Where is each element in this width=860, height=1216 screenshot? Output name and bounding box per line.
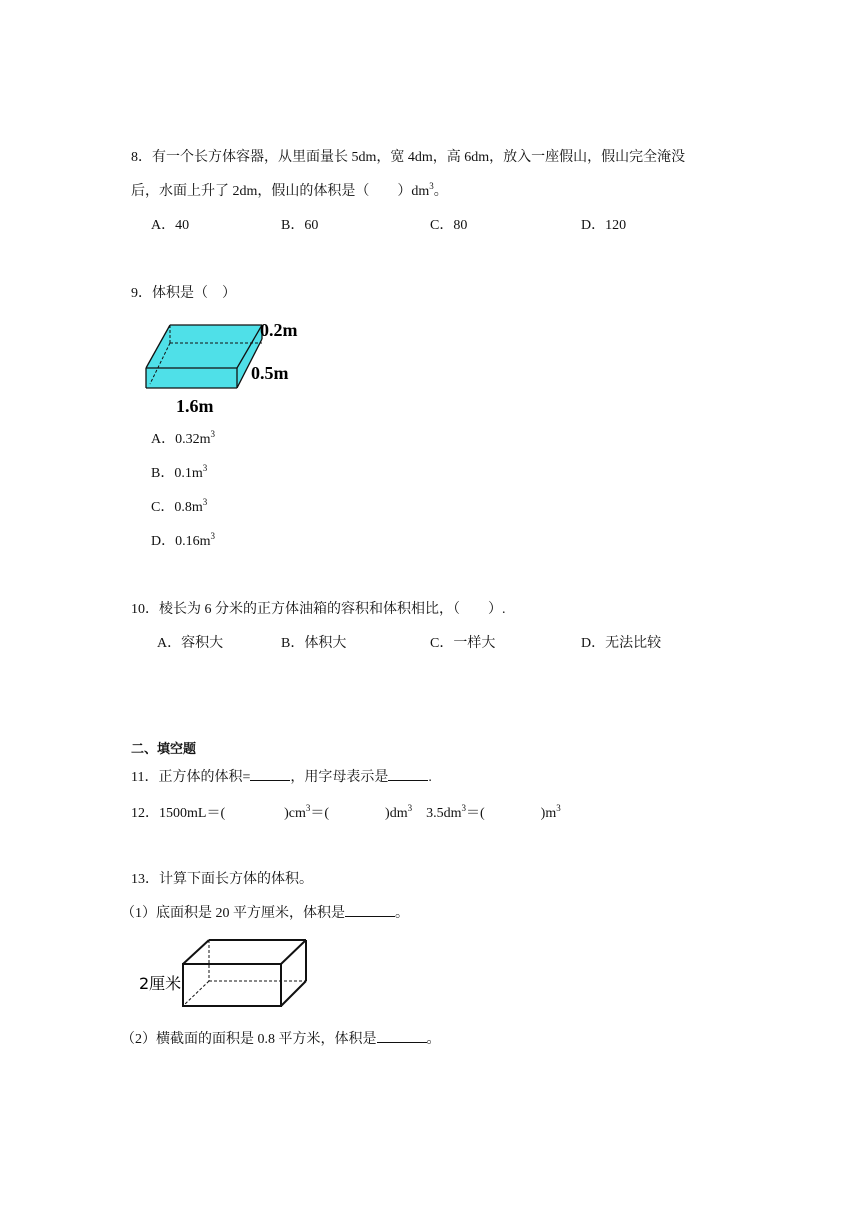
q9-stem: 9．体积是（ ） xyxy=(131,286,236,301)
q9-cuboid-figure xyxy=(138,316,308,416)
q9-option-b[interactable]: B．$0.1m^3$ xyxy=(151,463,208,481)
section-2-title: 二、填空题 xyxy=(131,741,197,756)
q11-blank-1[interactable] xyxy=(250,768,290,781)
q8-option-d[interactable]: D．120 xyxy=(581,218,627,233)
q10-option-a[interactable]: A．容积大 xyxy=(157,636,224,651)
q13-stem: 13．计算下面长方体的体积。 xyxy=(131,872,313,887)
q10-stem: 10．棱长为 6 分米的正方体油箱的容积和体积相比，（ ）. xyxy=(131,602,506,617)
q12-line: 12．1500mL＝( )$cm^3=$( )$dm^3$ $3.5dm^3=$( )$m^3$ xyxy=(131,803,561,821)
q13-sub1-blank[interactable] xyxy=(345,904,395,917)
q8-option-b[interactable]: B．60 xyxy=(281,218,319,233)
q13-sub2-blank[interactable] xyxy=(377,1030,427,1043)
q9-height-label: 0.2m xyxy=(260,320,298,340)
q11-blank-2[interactable] xyxy=(388,768,428,781)
q9-width-label: 0.5m xyxy=(251,363,289,383)
q13-height-label: 2厘米 xyxy=(139,974,182,993)
q9-length-label: 1.6m xyxy=(176,396,214,416)
q8-option-c[interactable]: C．80 xyxy=(430,218,468,233)
q8-line2: 后，水面上升了 2dm，假山的体积是（ ）$dm^3$。 xyxy=(131,181,448,199)
q9-option-c[interactable]: C．$0.8m^3$ xyxy=(151,497,208,515)
q10-option-b[interactable]: B．体积大 xyxy=(281,636,347,651)
q13-sub1: （1）底面积是 20 平方厘米，体积是 。 xyxy=(121,906,409,921)
q13-cuboid-figure xyxy=(136,936,316,1014)
q10-option-d[interactable]: D．无法比较 xyxy=(581,636,662,651)
q8-line1: 8．有一个长方体容器，从里面量长 5dm，宽 4dm，高 6dm，放入一座假山，假山完全淹没 xyxy=(131,150,686,165)
q9-option-a[interactable]: A．$0.32m^3$ xyxy=(151,429,215,447)
q9-option-d[interactable]: D．$0.16m^3$ xyxy=(151,531,215,549)
q11-line: 11．正方体的体积= ，用字母表示是 . xyxy=(131,770,432,785)
q10-option-c[interactable]: C．一样大 xyxy=(430,636,496,651)
q13-sub2: （2）横截面的面积是 0.8 平方米，体积是 。 xyxy=(121,1032,441,1047)
q8-option-a[interactable]: A．40 xyxy=(151,218,190,233)
